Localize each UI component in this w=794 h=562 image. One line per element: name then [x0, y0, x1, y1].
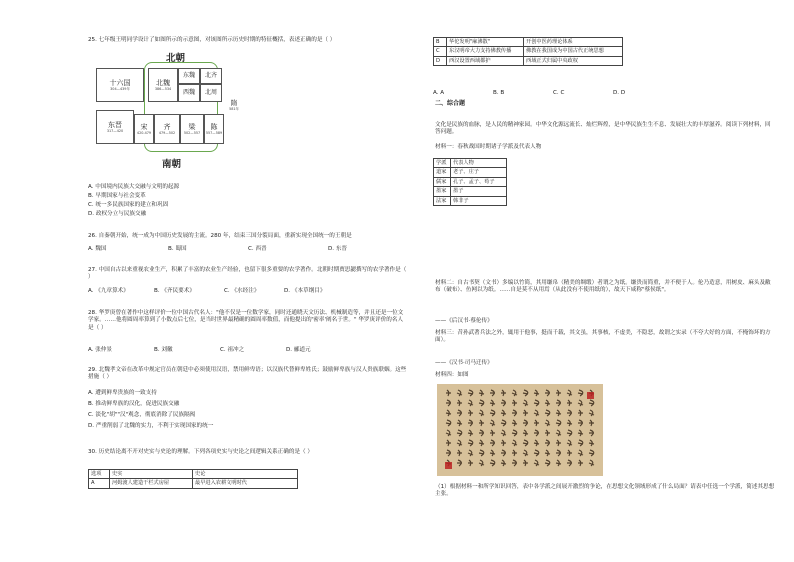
cell-shiliuguo: 十六国 304—439年	[96, 68, 144, 102]
left-column	[88, 0, 410, 562]
right-column	[433, 0, 785, 562]
table-cell: 西域正式归属中央政权	[524, 56, 623, 65]
q28-option-d: D. 郦道元	[286, 347, 311, 353]
q29-option-a: A. 遭到鲜卑贵族的一致支持	[88, 390, 157, 396]
table-cell: 老子、庄子	[451, 168, 507, 177]
cell-beizhou: 北周	[200, 84, 222, 102]
q25-option-a: A. 中国境内民族大交融与文明的起源	[88, 184, 180, 190]
material-1-title: 材料一：春秋战国时期诸子学派及代表人物	[435, 144, 542, 150]
seal-stamp	[587, 392, 594, 399]
question-30: 30. 历史结论离不开对史实与史论的理解。下列各项史实与史论之间逻辑关系正确的是（ ）	[88, 449, 314, 455]
table-header-option: 选项	[89, 470, 110, 479]
q27-option-d: D. 《本草纲目》	[284, 288, 326, 294]
material-3-source: ——《汉书·司马迁传》	[435, 360, 493, 366]
cell-dongwei: 东魏	[178, 68, 200, 84]
q26-option-a: A. 魏国	[88, 246, 107, 252]
calligraphy-image	[437, 384, 603, 476]
q28-option-a: A. 张仲景	[88, 347, 113, 353]
q30-option-d: D. D	[613, 90, 626, 96]
table-header-fact: 史实	[110, 470, 193, 479]
question-27: 27. 中国自古以来重视农业生产，积累了丰富的农业生产经验，也留下很多重要的农学著作。北朝时期贾思勰撰写的农学著作是（ ）	[88, 267, 407, 281]
table-cell: 佛教在我国成为中国古代正统思想	[524, 47, 623, 56]
question-26: 26. 自秦朝开始，统一成为中国历史发展的主流。280 年，结束三国分裂局面，重新实现全国统一的王朝是	[88, 233, 352, 239]
material-2: 材料二：自古书契（文书）多编以竹简，其用缣帛（精美的绸缎）者谓之为纸。缣贵而简重，并不便于人。伦乃造意，用树皮、麻头及敝布（破布）、鱼网以为纸。……自是莫不从用焉（从此没有不使用纸的），故天下咸称"蔡侯纸"。	[435, 280, 771, 294]
material-2-source: ——《后汉书·蔡伦传》	[435, 318, 493, 324]
q26-option-d: D. 东晋	[328, 246, 348, 252]
table-header-theory: 史论	[193, 470, 298, 479]
q30-option-a: A. A	[433, 90, 445, 96]
table-cell: D	[434, 56, 447, 65]
cell-dongjin: 东晋 317—420	[96, 110, 134, 144]
table-cell: 儒家	[434, 177, 451, 186]
table-cell: 法家	[434, 196, 451, 205]
q29-option-d: D. 严重削弱了北魏的实力，不利于实现国家的统一	[88, 423, 214, 429]
question-29: 29. 北魏孝文帝在改革中规定官员在朝廷中必须使用汉语，禁用鲜卑语；以汉族代替鲜卑姓氏；鼓励鲜卑族与汉人贵族联姻。这些措施（ ）	[88, 367, 407, 381]
q30-table-part1	[88, 469, 298, 489]
q28-option-c: C. 祖冲之	[220, 347, 245, 353]
cell-liang: 梁 502—557	[180, 114, 204, 144]
section-title: 二、综合题	[435, 100, 466, 107]
cell-beiwei: 北魏 386—534	[148, 68, 178, 102]
north-dynasty-title: 北朝	[166, 53, 186, 64]
table-cell: 东汉明帝大力支持佛教传播	[447, 47, 524, 56]
q29-option-c: C. 淡化"胡""汉"观念，彻底消除了民族隔阂	[88, 412, 196, 418]
table-cell: B	[434, 38, 447, 47]
table-header-people: 代表人物	[451, 159, 507, 168]
table-cell: C	[434, 47, 447, 56]
table-cell: 华佗发明"麻沸散"	[447, 38, 524, 47]
q27-option-b: B. 《齐民要术》	[154, 288, 195, 294]
south-dynasty-title: 南朝	[162, 159, 182, 170]
question-28: 28. 华罗庚曾在著作中这样评价一位中国古代名人："他不仅是一位数学家，同时还通晓天文历法、机械制造等，并且还是一位文学家。……他将圆周率算到了小数点后七位，是当时世界最精确的圆周率数值，而他提出的'密率'阐名于世。" 华罗庚评价的名人是（ ）	[88, 310, 404, 331]
cell-beiqi: 北齐	[200, 68, 222, 84]
cell-xiwei: 西魏	[178, 84, 200, 102]
q28-option-b: B. 刘徽	[154, 347, 173, 353]
q27-option-a: A. 《九章算术》	[88, 288, 129, 294]
table-cell: 孔子、孟子、荀子	[451, 177, 507, 186]
material-3: 材料三：昔孙武著兵法之外，辄用于他事，挺而千载，其文虽，其事核，不虚美，不隐恶，故谓之实录（不夸大好的方面，不掩饰坏的方面）。	[435, 330, 771, 344]
question-25: 25. 七年级王明同学设计了如图所示的示意图，对该图所示历史时期的特征概括，表述正确的是（ ）	[88, 37, 336, 43]
q26-option-c: C. 西晋	[248, 246, 267, 252]
table-cell: 开创中医药理论体系	[524, 38, 623, 47]
q25-option-d: D. 政权分立与民族交融	[88, 211, 147, 217]
seal-stamp	[445, 462, 452, 469]
q26-option-b: B. 蜀国	[168, 246, 187, 252]
cell-song: 宋 420-479	[134, 114, 154, 144]
sub-question-1: （1）根据材料一和所学知识回答，表中各学派之间展开激烈的争论，在思想文化领域形成了什么局面？请表中任选一个学派，简述其思想主张。	[435, 484, 775, 498]
table-cell: 道家	[434, 168, 451, 177]
calligraphy-strokes	[437, 384, 603, 476]
table-cell: 韩非子	[451, 196, 507, 205]
material-intro: 文化是民族的血脉，是人民的精神家园。中华文化源远流长、灿烂辉煌，是中华民族生生不息、发展壮大的丰厚滋养。阅读下列材料，回答问题。	[435, 122, 771, 136]
table-cell: 西汉设置西域都护	[447, 56, 524, 65]
q29-option-b: B. 推动鲜卑族的汉化，促进民族交融	[88, 401, 180, 407]
cell-chen: 陈 557—589	[204, 114, 224, 144]
q30-option-c: C. C	[553, 90, 565, 96]
dynasty-diagram	[96, 52, 248, 168]
q30-table-part2	[433, 37, 623, 66]
table-cell: 河姆渡人建造干栏式房屋	[110, 479, 193, 488]
material-4-title: 材料四：如图	[435, 372, 469, 378]
q25-option-b: B. 早期国家与社会变革	[88, 193, 146, 199]
q25-option-c: C. 统一多民族国家的建立和巩固	[88, 202, 169, 208]
table-cell: A	[89, 479, 110, 488]
cell-qi: 齐 479—502	[154, 114, 180, 144]
cell-sui: 隋 581年	[224, 90, 244, 120]
table-cell: 墨家	[434, 187, 451, 196]
table-cell: 最早进入农耕文明时代	[193, 479, 298, 488]
q27-option-c: C. 《水经注》	[224, 288, 260, 294]
schools-table	[433, 158, 507, 206]
q30-option-b: B. B	[493, 90, 505, 96]
table-cell: 墨子	[451, 187, 507, 196]
table-header-school: 学派	[434, 159, 451, 168]
